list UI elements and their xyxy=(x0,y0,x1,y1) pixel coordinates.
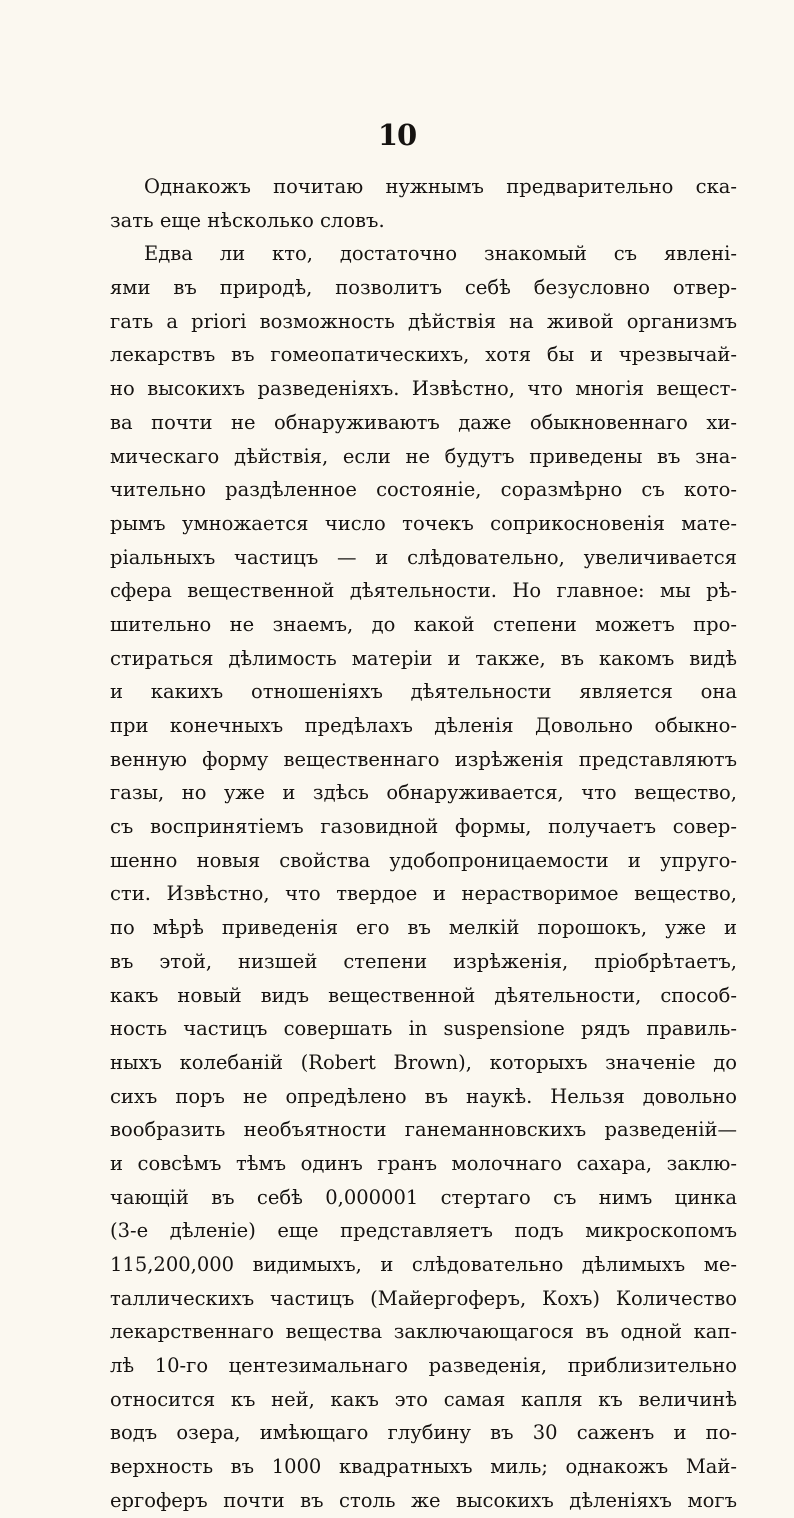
text-line-content: сти. Извѣстно, что твердое и нерастворимое вещество, xyxy=(110,882,737,906)
text-line xyxy=(110,1315,737,1349)
text-line-content: и совсѣмъ тѣмъ одинъ гранъ молочнаго сахара, заклю- xyxy=(110,1151,737,1175)
text-line-content: чительно раздѣленное состояніе, соразмѣрно съ кото- xyxy=(110,478,737,502)
text-line-content: стираться дѣлимость матеріи и также, въ какомъ видѣ xyxy=(110,646,737,670)
text-line xyxy=(110,945,737,979)
text-line-content: водъ озера, имѣющаго глубину въ 30 саженъ и по- xyxy=(110,1421,737,1445)
text-line-content: рымъ умножается число точекъ соприкосновенія мате- xyxy=(110,511,737,535)
text-line-content: 115,200,000 видимыхъ, и слѣдовательно дѣлимыхъ ме- xyxy=(110,1253,737,1276)
text-line-content: венную форму вещественнаго изрѣженія представляютъ xyxy=(110,747,737,771)
text-line-content: по мѣрѣ приведенія его въ мелкій порошокъ, уже и xyxy=(110,916,737,940)
text-line-content: ріальныхъ частицъ — и слѣдовательно, увеличивается xyxy=(110,545,737,569)
text-line xyxy=(110,1248,737,1282)
text-line-content: мическаго дѣйствія, если не будутъ приведены въ зна- xyxy=(110,444,737,468)
body-text xyxy=(110,170,737,1518)
text-line-content: ергоферъ почти въ столь же высокихъ дѣленіяхъ могъ xyxy=(110,1488,737,1512)
text-line xyxy=(110,574,737,608)
text-line-content: (3-е дѣленіе) еще представляетъ подъ микроскопомъ xyxy=(110,1219,737,1243)
text-line xyxy=(110,1012,737,1046)
text-line xyxy=(110,1080,737,1114)
text-line xyxy=(110,675,737,709)
text-line-content: шенно новыя свойства удобопроницаемости и упруго- xyxy=(110,848,737,872)
text-line xyxy=(110,642,737,676)
text-line-content: газы, но уже и здѣсь обнаруживается, что вещество, xyxy=(110,781,737,805)
text-line xyxy=(110,237,737,271)
text-line xyxy=(110,1484,737,1518)
text-line xyxy=(110,204,737,238)
text-line-content: Едва ли кто, достаточно знакомый съ явлені- xyxy=(144,242,737,266)
text-line-content: но высокихъ разведеніяхъ. Извѣстно, что многія вещест- xyxy=(110,377,737,401)
text-line xyxy=(110,1147,737,1181)
text-line-content: лѣ 10-го центезимальнаго разведенія, приблизительно xyxy=(110,1354,737,1378)
text-line-content: и какихъ отношеніяхъ дѣятельности является она xyxy=(110,680,737,704)
text-line xyxy=(110,1181,737,1215)
text-line xyxy=(110,170,737,204)
text-line-content: таллическихъ частицъ (Майергоферъ, Кохъ) Количество xyxy=(110,1286,737,1310)
text-line-content: ность частицъ совершать in suspensione рядъ правиль- xyxy=(110,1017,737,1041)
text-line-content: сфера вещественной дѣятельности. Но главное: мы рѣ- xyxy=(110,579,737,603)
text-line-content: шительно не знаемъ, до какой степени можетъ про- xyxy=(110,612,737,636)
text-line-content: Однакожъ почитаю нужнымъ предварительно ска- xyxy=(144,175,737,198)
text-line xyxy=(110,1450,737,1484)
text-line-content: въ этой, низшей степени изрѣженія, пріобрѣтаетъ, xyxy=(110,949,737,973)
text-line-content: вообразить необъятности ганеманновскихъ разведеній— xyxy=(110,1118,737,1142)
text-line xyxy=(110,305,737,339)
text-line-content: какъ новый видъ вещественной дѣятельности, способ- xyxy=(110,983,737,1007)
text-line xyxy=(110,406,737,440)
text-line-content: съ воспринятіемъ газовидной формы, получаетъ совер- xyxy=(110,815,737,839)
text-line xyxy=(110,1214,737,1248)
text-line-content: лекарствъ въ гомеопатическихъ, хотя бы и чрезвычай- xyxy=(110,343,737,367)
text-line-content: ва почти не обнаруживаютъ даже обыкновеннаго хи- xyxy=(110,410,737,434)
text-line xyxy=(110,473,737,507)
text-line xyxy=(110,709,737,743)
text-line xyxy=(110,776,737,810)
text-line xyxy=(110,1046,737,1080)
text-line xyxy=(110,810,737,844)
text-line xyxy=(110,911,737,945)
text-line-content: ныхъ колебаній (Robert Brown), которыхъ значеніе до xyxy=(110,1050,737,1074)
text-line xyxy=(110,507,737,541)
text-line xyxy=(110,1349,737,1383)
text-line xyxy=(110,440,737,474)
text-line xyxy=(110,844,737,878)
text-line xyxy=(110,338,737,372)
text-line xyxy=(110,541,737,575)
text-line xyxy=(110,877,737,911)
text-line xyxy=(110,743,737,777)
text-line-content: при конечныхъ предѣлахъ дѣленія Довольно обыкно- xyxy=(110,714,737,737)
text-line xyxy=(110,271,737,305)
text-line-content: верхность въ 1000 квадратныхъ миль; однакожъ Май- xyxy=(110,1455,737,1479)
text-line xyxy=(110,1416,737,1450)
text-line xyxy=(110,1383,737,1417)
text-line-content: сихъ поръ не опредѣлено въ наукѣ. Нельзя довольно xyxy=(110,1084,737,1108)
text-line xyxy=(110,372,737,406)
text-line-content: зать еще нѣсколько словъ. xyxy=(110,208,385,232)
text-line xyxy=(110,608,737,642)
page-number: 10 xyxy=(377,118,417,152)
text-line-content: ями въ природѣ, позволитъ себѣ безусловно отвер- xyxy=(110,276,737,300)
text-line-content: гать a priori возможность дѣйствія на живой организмъ xyxy=(110,309,737,333)
text-line xyxy=(110,979,737,1013)
text-line xyxy=(110,1113,737,1147)
text-line xyxy=(110,1282,737,1316)
text-line-content: лекарственнаго вещества заключающагося въ одной кап- xyxy=(110,1320,737,1344)
text-line-content: относится къ ней, какъ это самая капля къ величинѣ xyxy=(110,1387,737,1411)
text-line-content: чающій въ себѣ 0,000001 стертаго съ нимъ цинка xyxy=(110,1185,737,1209)
